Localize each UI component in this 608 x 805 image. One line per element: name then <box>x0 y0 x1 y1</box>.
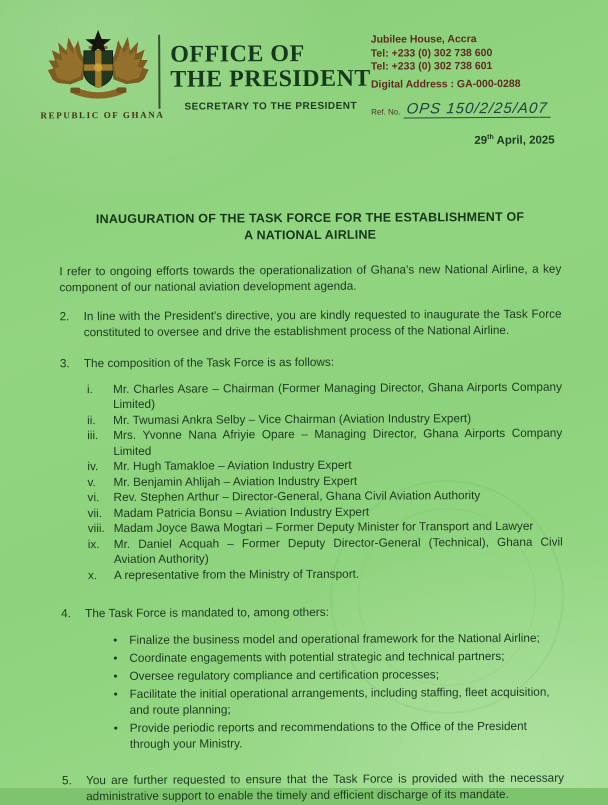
tel-line-1: Tel: +233 (0) 302 738 600 <box>370 46 493 60</box>
letterhead <box>40 25 560 121</box>
date-line <box>59 134 561 149</box>
member-row: iii. Mrs. Yvonne Nana Afriyie Opare – Managing Director, Ghana Airports Company Limited <box>87 425 563 458</box>
ref-value-handwritten: OPS 150/2/25/A07 <box>404 99 553 118</box>
digital-address-line: Digital Address : GA-000-0288 <box>370 77 521 91</box>
mandate-bullet-item: • Provide periodic reports and recommendations to the Office of the President through your Ministry. <box>113 719 527 752</box>
office-title-line2: THE PRESIDENT <box>170 65 371 93</box>
mandate-bullet-item: • Facilitate the initial operational arrangements, including staffing, fleet acquisition, and route planning; <box>113 685 550 718</box>
address-line: Jubilee House, Accra <box>370 33 477 46</box>
subject-line1: INAUGURATION OF THE TASK FORCE FOR THE ESTABLISHMENT OF <box>95 209 525 226</box>
paragraph-1: I refer to ongoing efforts towards the operationalization of Ghana's new National Airline, a key component of our national aviation development agenda. <box>59 261 562 295</box>
ref-label: Ref. No. <box>371 106 401 117</box>
paragraph-5: 5. You are further requested to ensure that the Task Force is provided with the necessary administrative support to enable the timely and efficient discharge of its mandate. <box>61 770 565 804</box>
member-row: vi. Rev. Stephen Arthur – Director-General, Ghana Civil Aviation Authority <box>87 488 481 505</box>
task-force-members-list <box>87 379 563 583</box>
mandates-list <box>113 630 564 752</box>
office-title-line1: OFFICE OF <box>170 40 305 68</box>
ref-number-row <box>371 99 563 118</box>
member-row: vii. Madam Patricia Bonsu – Aviation Industry Expert <box>87 504 370 520</box>
member-row: v. Mr. Benjamin Ahlijah – Aviation Industry Expert <box>87 473 358 489</box>
date-rest: April, 2025 <box>493 134 555 147</box>
date-suffix: th <box>487 134 494 142</box>
ghana-coat-of-arms <box>40 27 165 121</box>
mandate-bullet-item: • Oversee regulatory compliance and certification processes; <box>113 667 440 684</box>
letter-body <box>59 260 564 804</box>
subject-line2: A NATIONAL AIRLINE <box>244 227 377 243</box>
member-row: viii. Madam Joyce Bawa Mogtari – Former Deputy Minister for Transport and Lawyer <box>87 519 534 536</box>
office-title-block <box>170 26 371 113</box>
contact-block <box>371 25 563 119</box>
paragraph-4: 4. The Task Force is mandated to, among others: <box>61 605 329 621</box>
tel-line-2: Tel: +233 (0) 302 738 601 <box>370 60 493 73</box>
date-day: 29 <box>474 134 488 147</box>
mandate-bullet-item: • Finalize the business model and operational framework for the National Airline; <box>113 631 540 648</box>
bullet-icon: • <box>113 721 118 736</box>
bullet-icon: • <box>113 651 118 666</box>
item-number: 2. <box>59 309 70 324</box>
mandate-bullet-item: • Coordinate engagements with potential strategic and technical partners; <box>113 649 505 666</box>
member-row: ix. Mr. Daniel Acquah – Former Deputy Director-General (Technical), Ghana Civil Aviation Authority) <box>87 534 563 567</box>
secretary-line: SECRETARY TO THE PRESIDENT <box>184 100 358 113</box>
item-number: 3. <box>59 356 70 371</box>
coat-of-arms-icon <box>46 27 150 104</box>
item-number: 4. <box>61 606 72 621</box>
bullet-icon: • <box>113 687 118 702</box>
member-row: ii. Mr. Twumasi Ankra Selby – Vice Chairman (Aviation Industry Expert) <box>87 410 472 427</box>
subject-title <box>59 208 561 245</box>
bullet-icon: • <box>113 669 118 684</box>
bullet-icon: • <box>113 633 118 648</box>
paragraph-2: 2. In line with the President's directive, you are kindly requested to inaugurate the Task Force constituted to oversee and drive the establishment process of the National Airline. <box>59 306 562 339</box>
letterhead-divider <box>158 35 160 109</box>
member-row: i. Mr. Charles Asare – Chairman (Former Managing Director, Ghana Airports Company Limited) <box>86 379 563 412</box>
emblem-caption: REPUBLIC OF GHANA <box>40 109 165 121</box>
member-row: x. A representative from the Ministry of Transport. <box>87 566 360 582</box>
member-row: iv. Mr. Hugh Tamakloe – Aviation Industry Expert <box>87 458 352 474</box>
item-number: 5. <box>61 773 72 788</box>
paragraph-3: 3. The composition of the Task Force is as follows: <box>59 354 335 371</box>
